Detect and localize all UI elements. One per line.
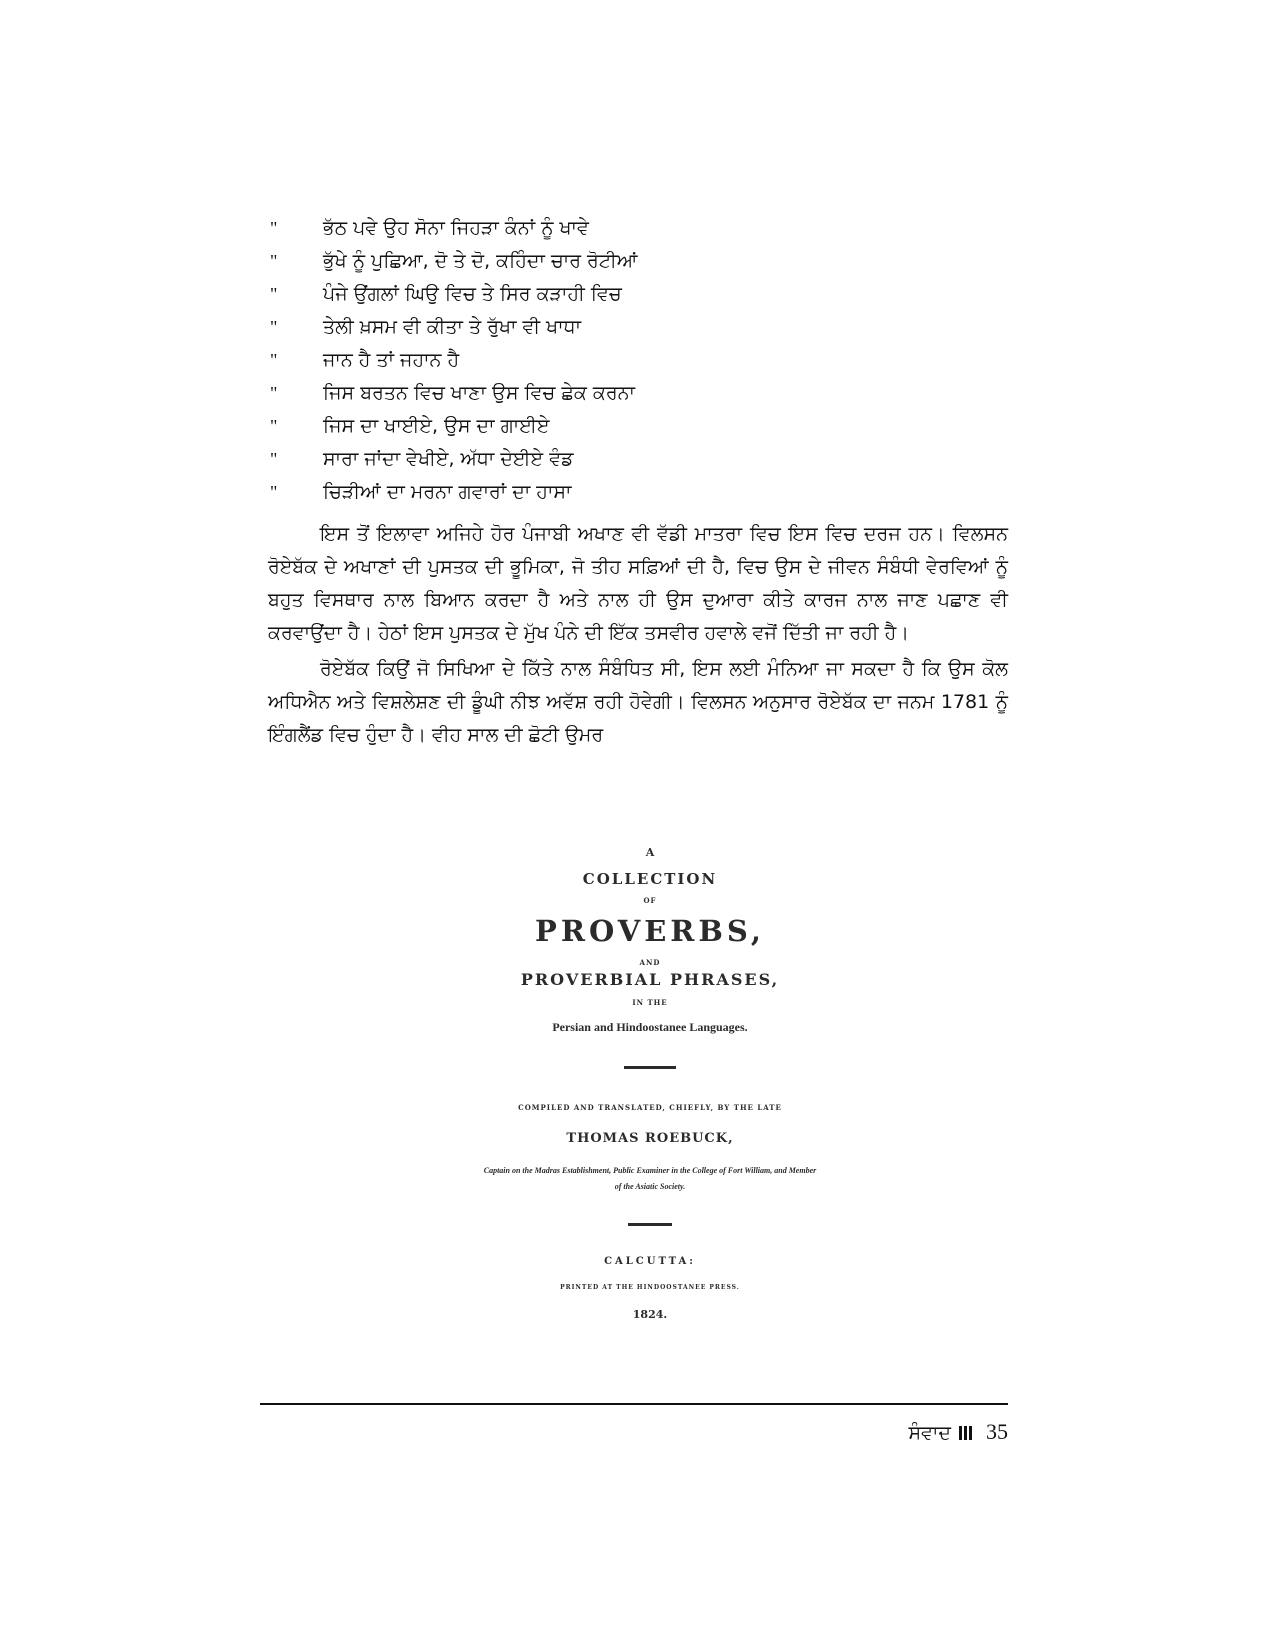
proverb-text: ਜਿਸ ਬਰਤਨ ਵਿਚ ਖਾਣਾ ਉਸ ਵਿਚ ਛੇਕ ਕਰਨਾ xyxy=(323,382,635,404)
proverb-text: ਭੁੱਖੇ ਨੂੰ ਪੁਛਿਆ, ਦੋ ਤੇ ਦੋ, ਕਹਿੰਦਾ ਚਾਰ ਰੋਟੀਆਂ xyxy=(323,250,638,272)
separator-bars-icon xyxy=(959,1419,974,1449)
title-page-divider xyxy=(628,1223,672,1226)
ditto-mark: " xyxy=(270,350,278,370)
title-page-description: Captain on the Madras Establishment, Public Examiner in the College of Fort William, and Member of the Asiatic Society. xyxy=(483,1166,817,1191)
proverb-line xyxy=(268,212,1008,245)
book-title-page-image xyxy=(455,840,845,1326)
proverb-list xyxy=(268,212,1008,509)
page-footer xyxy=(908,1417,1008,1447)
title-page-collection: COLLECTION xyxy=(582,870,718,888)
footer-divider xyxy=(260,1403,1008,1405)
proverb-line xyxy=(268,344,1008,377)
proverb-text: ਪੰਜੇ ਉਂਗਲਾਂ ਘਿਉ ਵਿਚ ਤੇ ਸਿਰ ਕੜਾਹੀ ਵਿਚ xyxy=(323,283,622,305)
title-page-article: A xyxy=(645,846,655,859)
ditto-mark: " xyxy=(270,317,278,337)
proverb-line xyxy=(268,278,1008,311)
title-page-place: CALCUTTA: xyxy=(604,1256,696,1267)
title-page-year: 1824. xyxy=(632,1308,668,1321)
ditto-mark: " xyxy=(270,416,278,436)
body-text xyxy=(268,518,1008,755)
ditto-mark: " xyxy=(270,383,278,403)
title-page-of: OF xyxy=(643,896,657,905)
title-page-and: AND xyxy=(639,958,661,967)
title-page-author: THOMAS ROEBUCK, xyxy=(566,1131,734,1146)
proverb-line xyxy=(268,311,1008,344)
ditto-mark: " xyxy=(270,482,278,502)
proverb-line xyxy=(268,245,1008,278)
proverb-text: ਤੇਲੀ ਖ਼ਸਮ ਵੀ ਕੀਤਾ ਤੇ ਰੁੱਖਾ ਵੀ ਖਾਧਾ xyxy=(323,316,582,338)
title-page-divider xyxy=(624,1066,676,1069)
title-page-phrases: PROVERBIAL PHRASES, xyxy=(520,970,780,989)
body-paragraph: ਇਸ ਤੋਂ ਇਲਾਵਾ ਅਜਿਹੇ ਹੋਰ ਪੰਜਾਬੀ ਅਖਾਣ ਵੀ ਵੱਡੀ ਮਾਤਰਾ ਵਿਚ ਇਸ ਵਿਚ ਦਰਜ ਹਨ। ਵਿਲਸਨ ਰੋਏਬੱਕ ਦੇ ਅਖਾਣਾਂ ਦੀ ਪੁਸਤਕ ਦੀ ਭੂਮਿਕਾ, ਜੋ ਤੀਹ ਸਫ਼ਿਆਂ ਦੀ ਹੈ, ਵਿਚ ਉਸ ਦੇ ਜੀਵਨ ਸੰਬੰਧੀ ਵੇਰਵਿਆਂ ਨੂੰ ਬਹੁਤ ਵਿਸਥਾਰ ਨਾਲ ਬਿਆਨ ਕਰਦਾ ਹੈ ਅਤੇ ਨਾਲ ਹੀ ਉਸ ਦੁਆਰਾ ਕੀਤੇ ਕਾਰਜ ਨਾਲ ਜਾਣ ਪਛਾਣ ਵੀ ਕਰਵਾਉਂਦਾ ਹੈ। ਹੇਠਾਂ ਇਸ ਪੁਸਤਕ ਦੇ ਮੁੱਖ ਪੰਨੇ ਦੀ ਇੱਕ ਤਸਵੀਰ ਹਵਾਲੇ ਵਜੋਂ ਦਿੱਤੀ ਜਾ ਰਹੀ ਹੈ। xyxy=(268,523,1008,644)
proverb-line xyxy=(268,410,1008,443)
ditto-mark: " xyxy=(270,449,278,469)
title-page-languages: Persian and Hindoostanee Languages. xyxy=(552,1020,748,1034)
proverb-text: ਜਿਸ ਦਾ ਖਾਈਏ, ਉਸ ਦਾ ਗਾਈਏ xyxy=(323,415,550,437)
ditto-mark: " xyxy=(270,251,278,271)
proverb-text: ਚਿੜੀਆਂ ਦਾ ਮਰਨਾ ਗਵਾਰਾਂ ਦਾ ਹਾਸਾ xyxy=(323,481,572,503)
ditto-mark: " xyxy=(270,284,278,304)
proverb-line xyxy=(268,377,1008,410)
page-number: 35 xyxy=(986,1419,1008,1444)
proverb-line xyxy=(268,443,1008,476)
proverb-text: ਭੱਠ ਪਵੇ ਉਹ ਸੋਨਾ ਜਿਹੜਾ ਕੰਨਾਂ ਨੂੰ ਖਾਵੇ xyxy=(323,217,589,239)
body-paragraph: ਰੋਏਬੱਕ ਕਿਉਂ ਜੋ ਸਿਖਿਆ ਦੇ ਕਿੱਤੇ ਨਾਲ ਸੰਬੰਧਿਤ ਸੀ, ਇਸ ਲਈ ਮੰਨਿਆ ਜਾ ਸਕਦਾ ਹੈ ਕਿ ਉਸ ਕੋਲ ਅਧਿਐਨ ਅਤੇ ਵਿਸ਼ਲੇਸ਼ਣ ਦੀ ਡੂੰਘੀ ਨੀਝ ਅਵੱਸ਼ ਰਹੀ ਹੋਵੇਗੀ। ਵਿਲਸਨ ਅਨੁਸਾਰ ਰੋਏਬੱਕ ਦਾ ਜਨਮ 1781 ਨੂੰ ਇੰਗਲੈਂਡ ਵਿਚ ਹੁੰਦਾ ਹੈ। ਵੀਹ ਸਾਲ ਦੀ ਛੋਟੀ ਉਮਰ xyxy=(268,658,1008,746)
title-page-printer: PRINTED AT THE HINDOOSTANEE PRESS. xyxy=(560,1284,740,1291)
proverb-text: ਜਾਨ ਹੈ ਤਾਂ ਜਹਾਨ ਹੈ xyxy=(323,349,460,371)
proverb-line xyxy=(268,476,1008,509)
journal-name: ਸੰਵਾਦ xyxy=(908,1422,951,1444)
title-page-compiled: COMPILED AND TRANSLATED, CHIEFLY, BY THE LATE xyxy=(518,1103,782,1112)
ditto-mark: " xyxy=(270,218,278,238)
title-page-in-the: IN THE xyxy=(632,998,668,1007)
proverb-text: ਸਾਰਾ ਜਾਂਦਾ ਵੇਖੀਏ, ਅੱਧਾ ਦੇਈਏ ਵੰਡ xyxy=(323,448,574,470)
title-page-proverbs: PROVERBS, xyxy=(535,914,765,948)
